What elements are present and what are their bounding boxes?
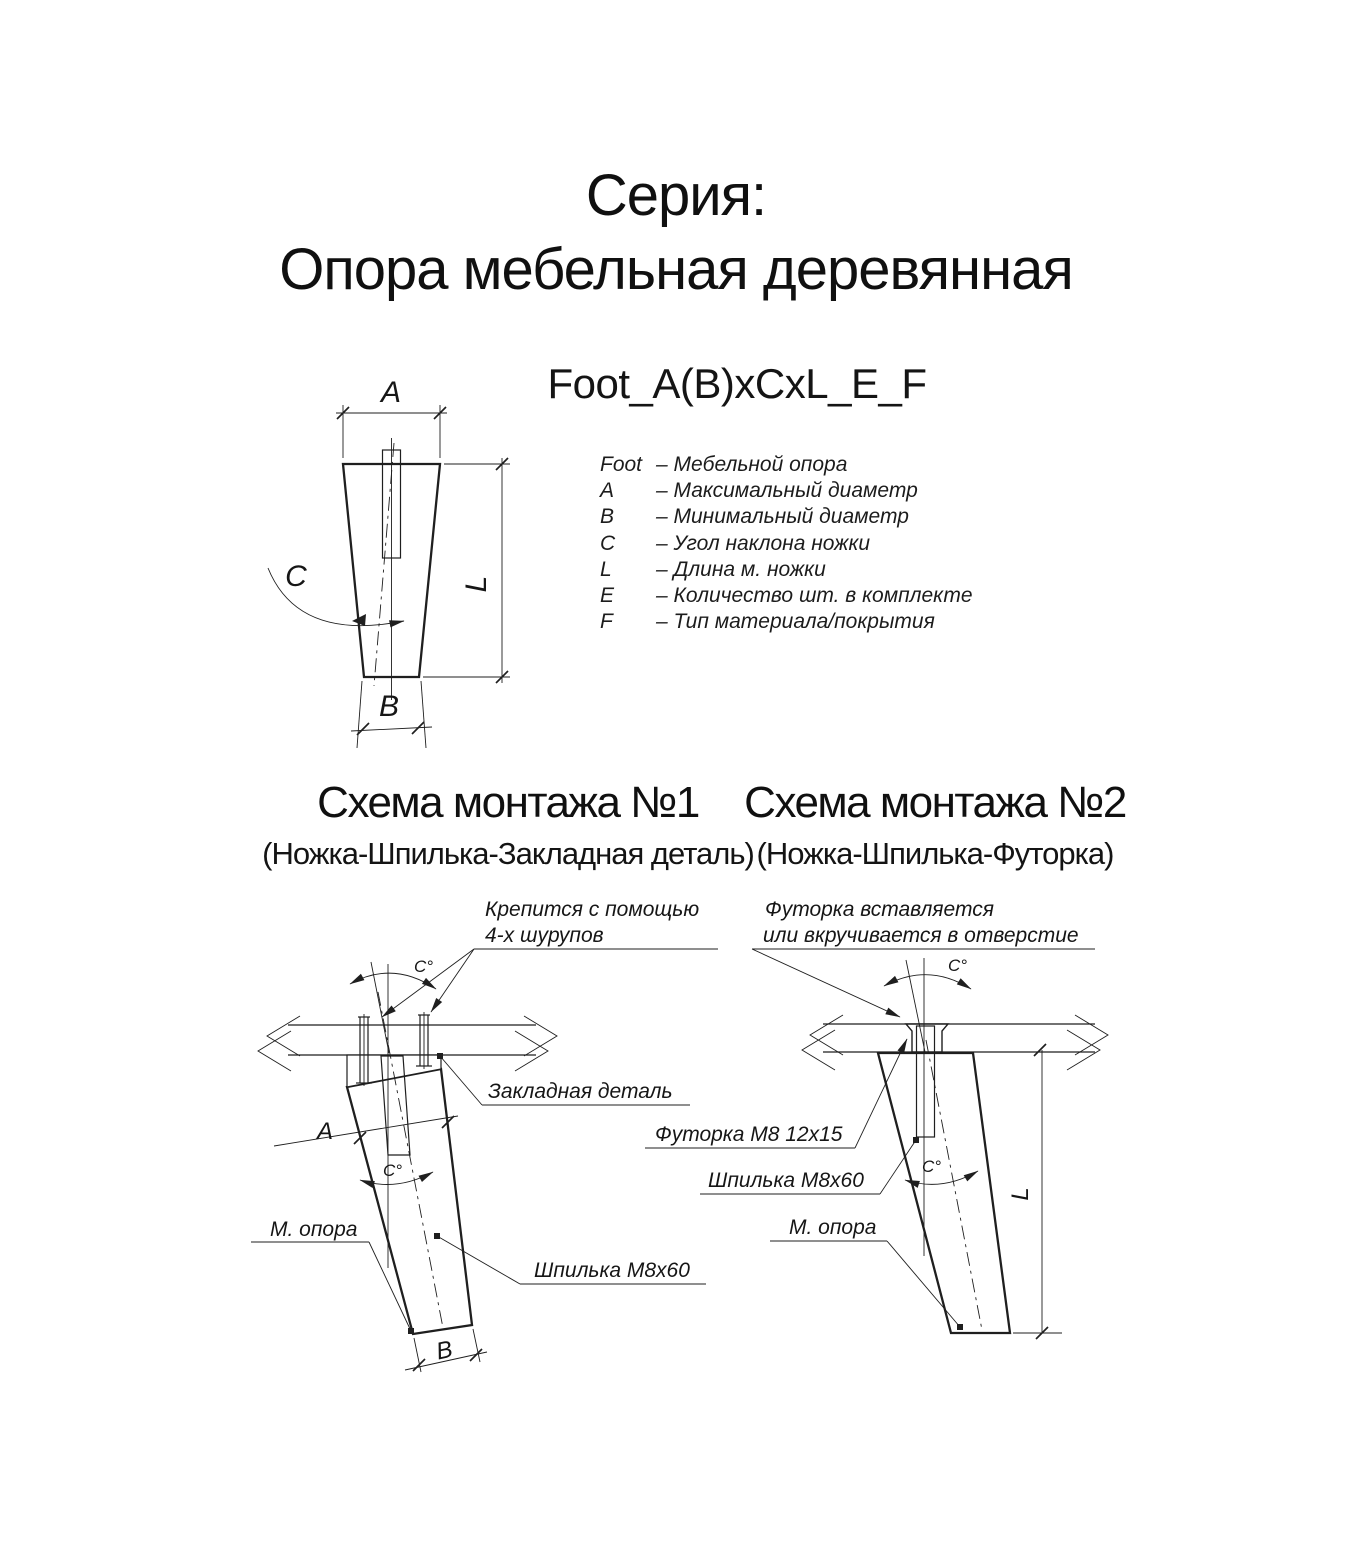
scheme2-subheading: (Ножка-Шпилька-Футорка) [756,836,1114,871]
dim-a-label: A [316,1118,334,1145]
legend-key: F [600,610,613,634]
angle-arc-top [884,956,971,989]
leg-outline [878,1053,1010,1333]
leader-insert-nut [645,1039,907,1148]
panel-break-arrow-left [802,1030,835,1070]
angle-c-label: C [285,560,307,593]
scheme1-drawing [251,898,718,1372]
scheme1-subheading: (Ножка-Шпилька-Закладная деталь) [262,836,754,871]
leader-stud [437,1236,706,1284]
dim-b-label: B [378,690,400,723]
legend-key: E [600,584,615,608]
dim-l-label: L [1007,1187,1034,1201]
legend-desc: – Количество шт. в комплекте [656,584,973,608]
embedded-plate-label: Закладная деталь [488,1080,673,1103]
support-label: М. опора [270,1218,358,1241]
angle-label: C° [922,1157,942,1176]
legend-desc: – Максимальный диаметр [656,479,918,503]
legend-desc: – Минимальный диаметр [656,505,909,529]
legend-key: L [600,557,612,581]
legend-key: Foot [600,453,643,476]
panel-break-arrow-left [258,1031,291,1071]
note-line1: Футорка вставляется [765,898,994,921]
dim-l-label: L [460,575,493,593]
scheme1-heading: Схема монтажа №1 [317,778,699,827]
note-line1: Крепится с помощью [485,898,700,921]
legend-key: C [600,531,616,555]
note-insert [752,898,1095,1017]
dim-a-label: A [380,376,402,409]
leg-outline [347,1069,472,1334]
angle-arc-top [350,957,436,989]
note-line2: или вкручивается в отверстие [763,924,1079,947]
page-title-line2: Опора мебельная деревянная [279,237,1073,302]
legend-key: A [600,479,615,503]
legend-desc: – Длина м. ножки [656,557,826,581]
legend-key: B [600,505,615,529]
dimension-b [405,1329,487,1372]
legend-desc: – Тип материала/покрытия [656,610,935,634]
page-title-line1: Серия: [585,163,767,228]
angle-label: C° [383,1161,403,1180]
panel-break-arrow-right [1075,1015,1108,1055]
legend-desc: – Мебельной опора [656,453,848,476]
tilted-ray [371,962,389,1053]
stud-label: Шпилька М8х60 [534,1259,690,1282]
angle-label: C° [414,957,434,976]
insert-nut-label: Футорка М8 12х15 [655,1123,843,1146]
dim-b-label: B [433,1335,456,1366]
series-formula: Foot_A(B)xCxL_E_F [547,360,927,407]
angle-label: C° [948,956,968,975]
stud-label: Шпилька М8х60 [708,1169,864,1192]
main-leg-drawing [268,376,510,748]
insert-nut [906,1024,948,1052]
panel-break-arrow-right [524,1016,557,1056]
scheme2-heading: Схема монтажа №2 [744,778,1126,827]
dimension-l [1007,1050,1062,1339]
support-label: М. опора [789,1216,877,1239]
note-line2: 4-х шурупов [485,924,604,947]
scheme2-drawing [645,898,1108,1339]
leader-embedded-plate [440,1056,690,1105]
legend-desc: – Угол наклона ножки [656,531,871,555]
dimension-b [351,681,432,748]
